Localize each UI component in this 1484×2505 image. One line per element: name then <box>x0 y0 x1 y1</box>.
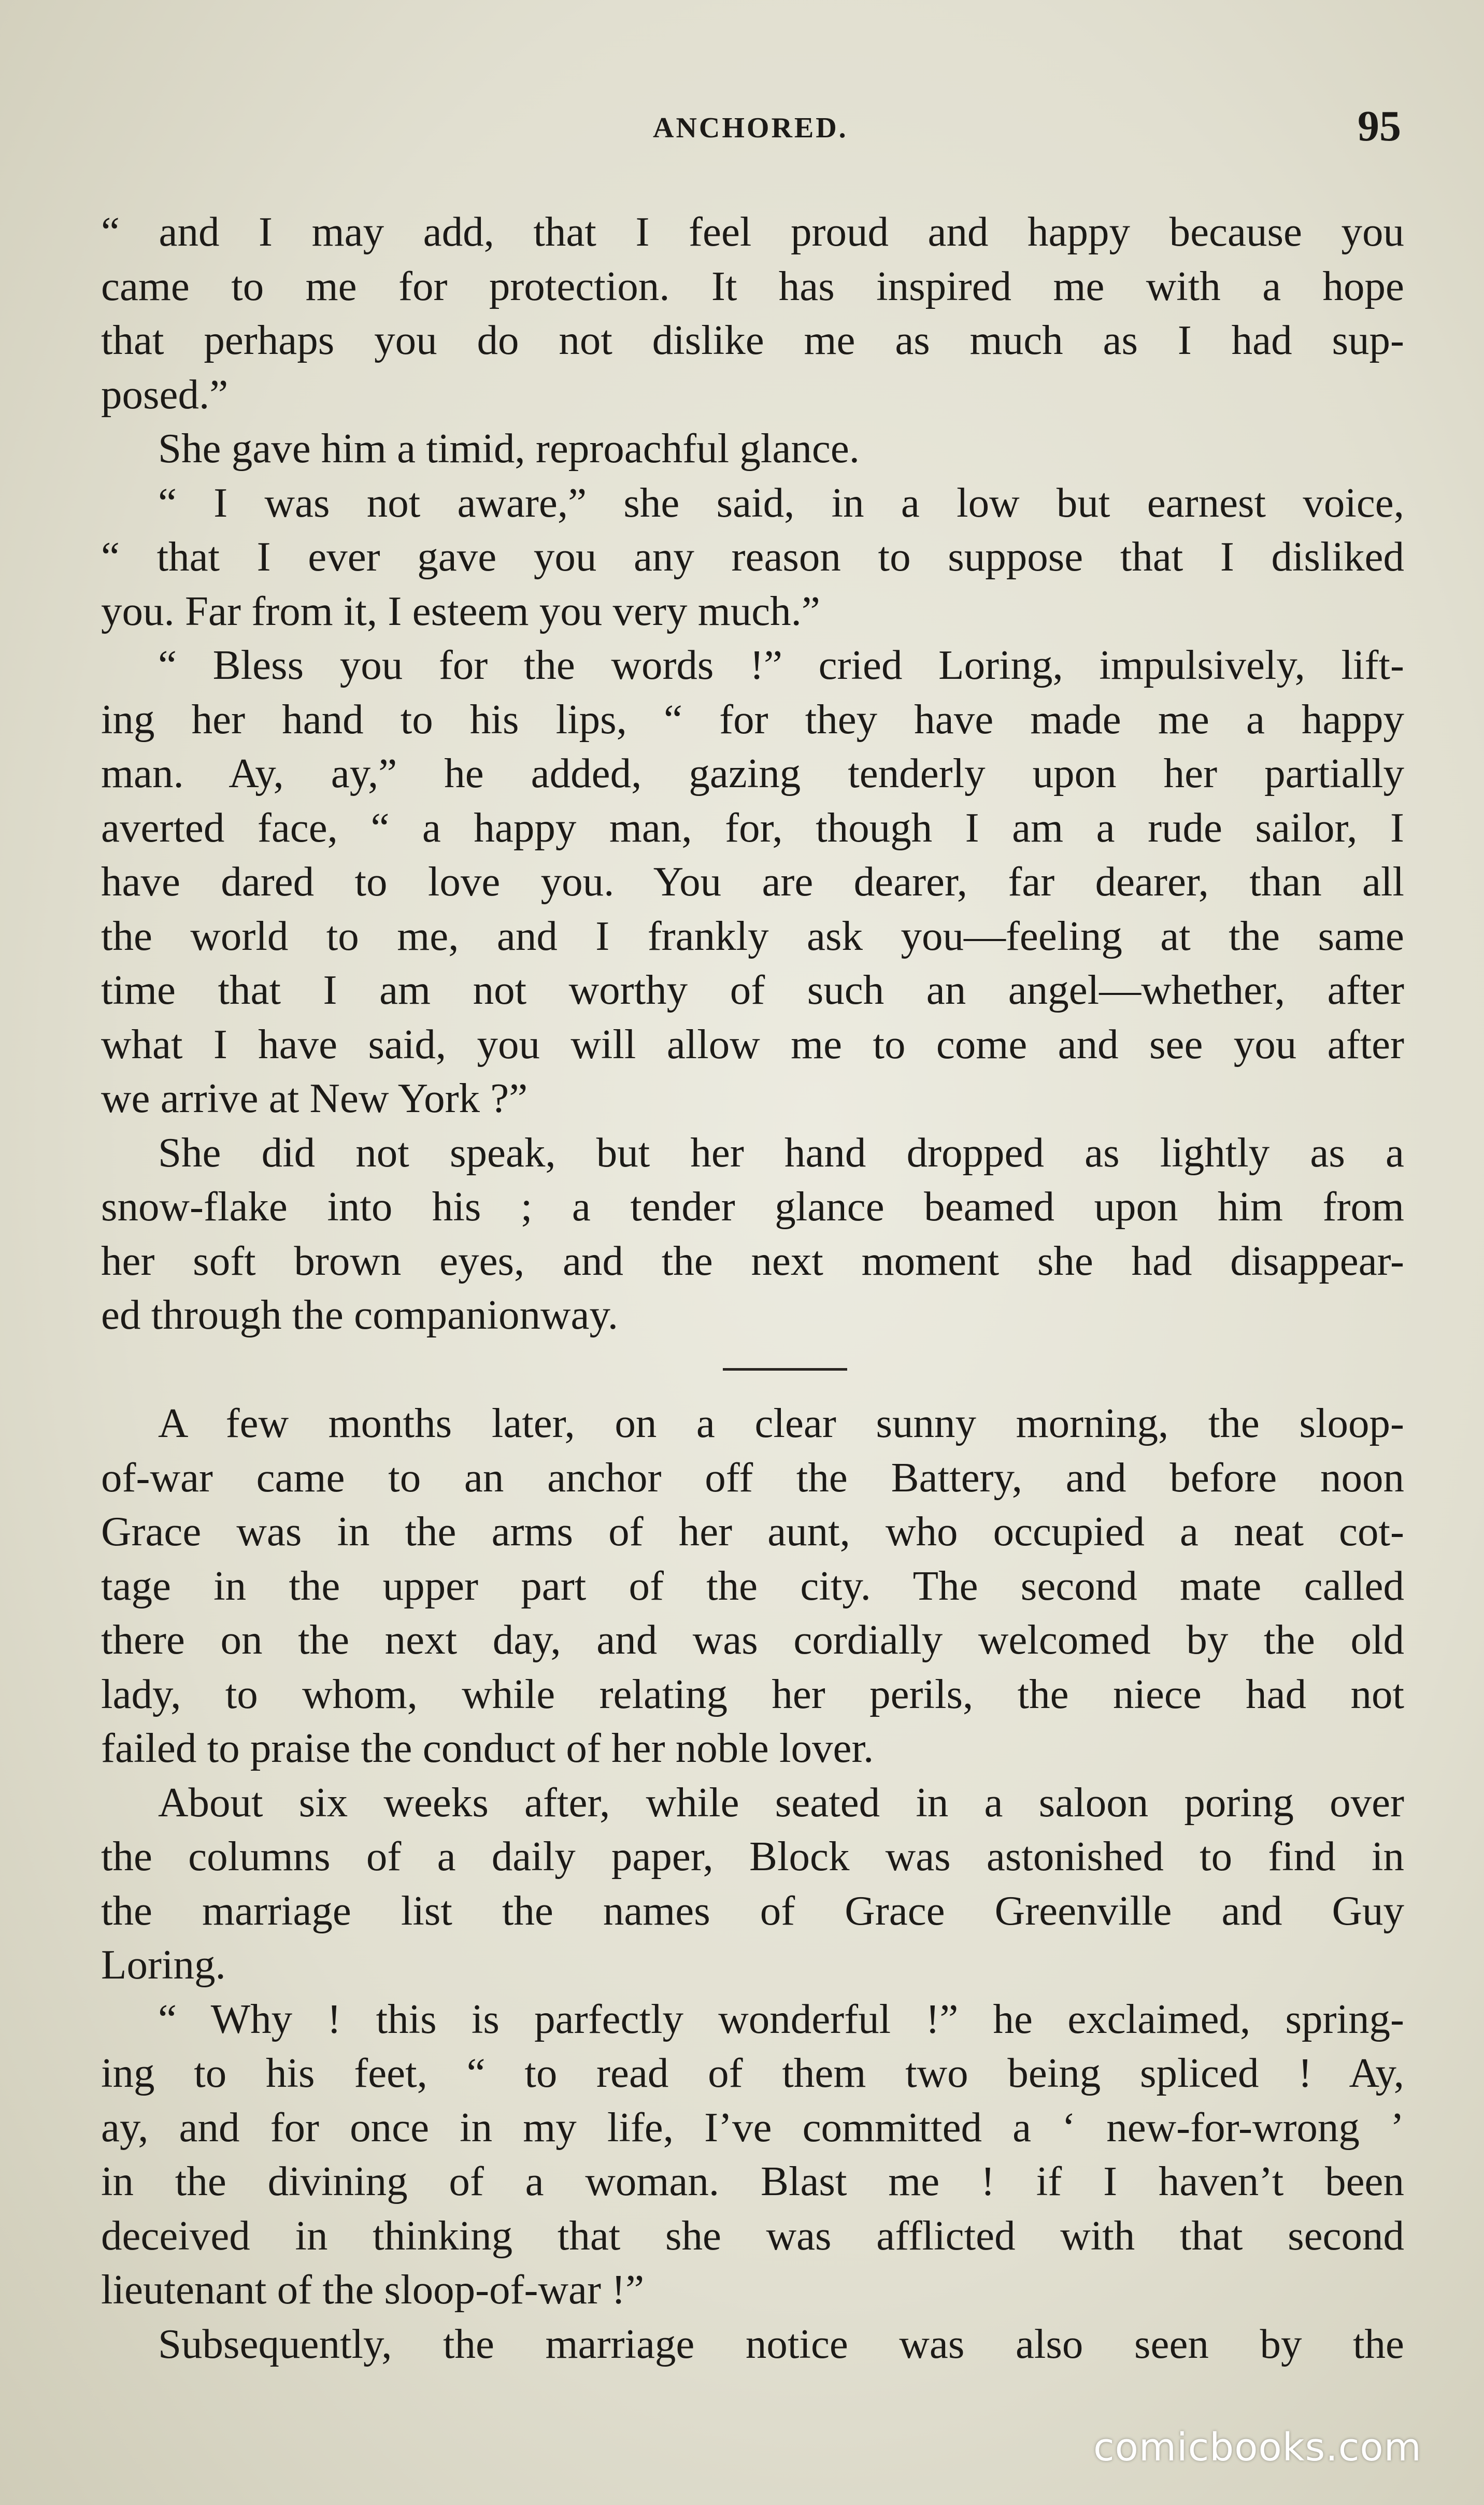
text-line: posed.” <box>101 371 229 418</box>
text-line: that perhaps you do not dislike me as much as I had sup- <box>101 317 1404 363</box>
text-line: ing her hand to his lips, “ for they have made me a happy <box>101 695 1404 743</box>
text-line: A few months later, on a clear sunny morning, the sloop- <box>158 1400 1404 1446</box>
text-line: time that I am not worthy of such an angel—whether, after <box>101 966 1404 1013</box>
paragraph <box>101 1992 1404 2317</box>
text-line: She gave him a timid, reproachful glance. <box>158 425 860 472</box>
paragraph <box>101 638 1404 1126</box>
paragraph <box>101 205 1404 421</box>
text-line: man. Ay, ay,” he added, gazing tenderly upon her partially <box>101 750 1404 796</box>
text-line: the world to me, and I frankly ask you—feeling at the same <box>101 912 1404 959</box>
text-line: lieutenant of the sloop-of-war !” <box>101 2266 645 2313</box>
text-line: there on the next day, and was cordially welcomed by the old <box>101 1616 1404 1663</box>
text-line: She did not speak, but her hand dropped as lightly as a <box>158 1129 1404 1176</box>
running-head: ANCHORED. <box>653 112 848 144</box>
text-line: “ Bless you for the words !” cried Loring, impulsively, lift- <box>158 642 1404 688</box>
text-line: Grace was in the arms of her aunt, who occupied a neat cot- <box>101 1508 1404 1555</box>
paragraph <box>101 2317 1404 2371</box>
text-line: Subsequently, the marriage notice was also seen by the <box>158 2320 1404 2367</box>
text-line: “ that I ever gave you any reason to suppose that I disliked <box>101 533 1404 580</box>
text-line: deceived in thinking that she was afflicted with that second <box>101 2212 1404 2259</box>
page-number: 95 <box>1358 102 1401 150</box>
text-line: the marriage list the names of Grace Greenville and Guy <box>101 1887 1404 1934</box>
text-line: ed through the companionway. <box>101 1291 618 1338</box>
text-line: in the divining of a woman. Blast me ! if I haven’t been <box>101 2158 1404 2204</box>
text-line: ay, and for once in my life, I’ve committed a ‘ new-for-wrong ’ <box>101 2103 1404 2151</box>
text-line: About six weeks after, while seated in a saloon poring over <box>158 1778 1404 1826</box>
text-line: of-war came to an anchor off the Battery, and before noon <box>101 1454 1404 1501</box>
paragraph <box>101 1396 1404 1775</box>
text-line: failed to praise the conduct of her noble lover. <box>101 1725 874 1771</box>
text-line: what I have said, you will allow me to come and see you after <box>101 1020 1404 1068</box>
body-text <box>101 205 1404 2371</box>
paragraph <box>101 476 1404 638</box>
paragraph <box>101 1775 1404 1992</box>
text-line: “ and I may add, that I feel proud and happy because you <box>101 208 1404 255</box>
paragraph <box>101 421 1404 476</box>
text-line: averted face, “ a happy man, for, though I am a rude sailor, I <box>101 804 1404 851</box>
page-header <box>0 91 1484 153</box>
text-line: “ Why ! this is parfectly wonderful !” he exclaimed, spring- <box>158 1995 1404 2042</box>
text-line: lady, to whom, while relating her perils, the niece had not <box>101 1670 1404 1717</box>
text-line: ing to his feet, “ to read of them two being spliced ! Ay, <box>101 2049 1404 2096</box>
text-line: Loring. <box>101 1941 226 1988</box>
divider-rule <box>723 1368 847 1371</box>
text-line: have dared to love you. You are dearer, far dearer, than all <box>101 858 1404 905</box>
text-line: came to me for protection. It has inspired me with a hope <box>101 262 1404 309</box>
text-line: we arrive at New York ?” <box>101 1075 528 1121</box>
site-watermark: comicbooks.com <box>1093 2425 1422 2470</box>
paragraph <box>101 1126 1404 1342</box>
section-divider <box>101 1342 1404 1397</box>
text-line: her soft brown eyes, and the next moment she had disappear- <box>101 1237 1404 1284</box>
text-line: the columns of a daily paper, Block was astonished to find in <box>101 1833 1404 1880</box>
text-line: you. Far from it, I esteem you very much.” <box>101 587 820 634</box>
text-line: “ I was not aware,” she said, in a low but earnest voice, <box>158 479 1404 526</box>
text-line: snow-flake into his ; a tender glance beamed upon him from <box>101 1183 1404 1230</box>
text-line: tage in the upper part of the city. The second mate called <box>101 1562 1404 1609</box>
